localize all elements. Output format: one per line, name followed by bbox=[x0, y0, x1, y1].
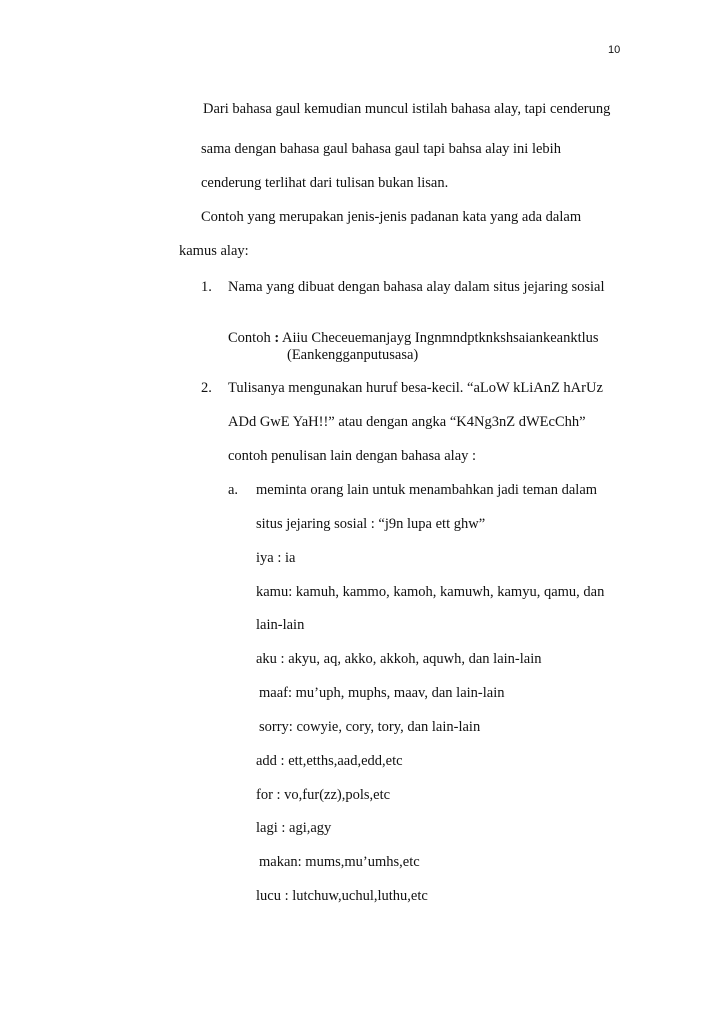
paragraph-line-1: Dari bahasa gaul kemudian muncul istilah bahasa alay, tapi cenderung bbox=[203, 101, 611, 117]
sub-list-line: situs jejaring sosial : “j9n lupa ett ghw” bbox=[256, 516, 486, 532]
list-item-text: ADd GwE YaH!!” atau dengan angka “K4Ng3nZ dWEcChh” bbox=[228, 414, 586, 430]
sub-list-line: sorry: cowyie, cory, tory, dan lain-lain bbox=[259, 719, 481, 735]
example-text-continuation: (Eankengganputusasa) bbox=[287, 347, 419, 363]
sub-list-line: for : vo,fur(zz),pols,etc bbox=[256, 787, 391, 803]
sub-list-line: add : ett,etths,aad,edd,etc bbox=[256, 753, 403, 769]
list-number: 1. bbox=[201, 279, 212, 295]
example-label: Contoh bbox=[228, 330, 271, 346]
sub-list-line: lain-lain bbox=[256, 617, 305, 633]
list-item-text: Nama yang dibuat dengan bahasa alay dalam situs jejaring sosial bbox=[228, 279, 605, 295]
paragraph-line-3: cenderung terlihat dari tulisan bukan lisan. bbox=[201, 175, 449, 191]
example-line bbox=[228, 329, 599, 347]
paragraph-line-2: sama dengan bahasa gaul bahasa gaul tapi bahsa alay ini lebih bbox=[201, 141, 561, 157]
sub-list-line: makan: mums,mu’umhs,etc bbox=[259, 854, 420, 870]
sub-list-line: kamu: kamuh, kammo, kamoh, kamuwh, kamyu, qamu, dan bbox=[256, 584, 605, 600]
sub-list-text: meminta orang lain untuk menambahkan jadi teman dalam bbox=[256, 482, 598, 498]
sub-list-letter: a. bbox=[228, 482, 239, 498]
sub-list-line: lagi : agi,agy bbox=[256, 820, 332, 836]
page-number: 10 bbox=[608, 44, 621, 56]
example-colon: : bbox=[274, 330, 280, 346]
list-number: 2. bbox=[201, 380, 212, 396]
sub-list-line: lucu : lutchuw,uchul,luthu,etc bbox=[256, 888, 428, 904]
paragraph-line-5: kamus alay: bbox=[179, 243, 249, 259]
list-item-text: contoh penulisan lain dengan bahasa alay : bbox=[228, 448, 477, 464]
paragraph-line-4: Contoh yang merupakan jenis-jenis padanan kata yang ada dalam bbox=[201, 209, 582, 225]
example-text: Aiiu Checeuemanjayg Ingnmndptknkshsaiankeanktlus bbox=[282, 330, 599, 346]
sub-list-line: aku : akyu, aq, akko, akkoh, aquwh, dan lain-lain bbox=[256, 651, 542, 667]
sub-list-line: maaf: mu’uph, muphs, maav, dan lain-lain bbox=[259, 685, 505, 701]
sub-list-line: iya : ia bbox=[256, 550, 296, 566]
list-item-text: Tulisanya mengunakan huruf besa-kecil. “aLoW kLiAnZ hArUz bbox=[228, 380, 603, 396]
